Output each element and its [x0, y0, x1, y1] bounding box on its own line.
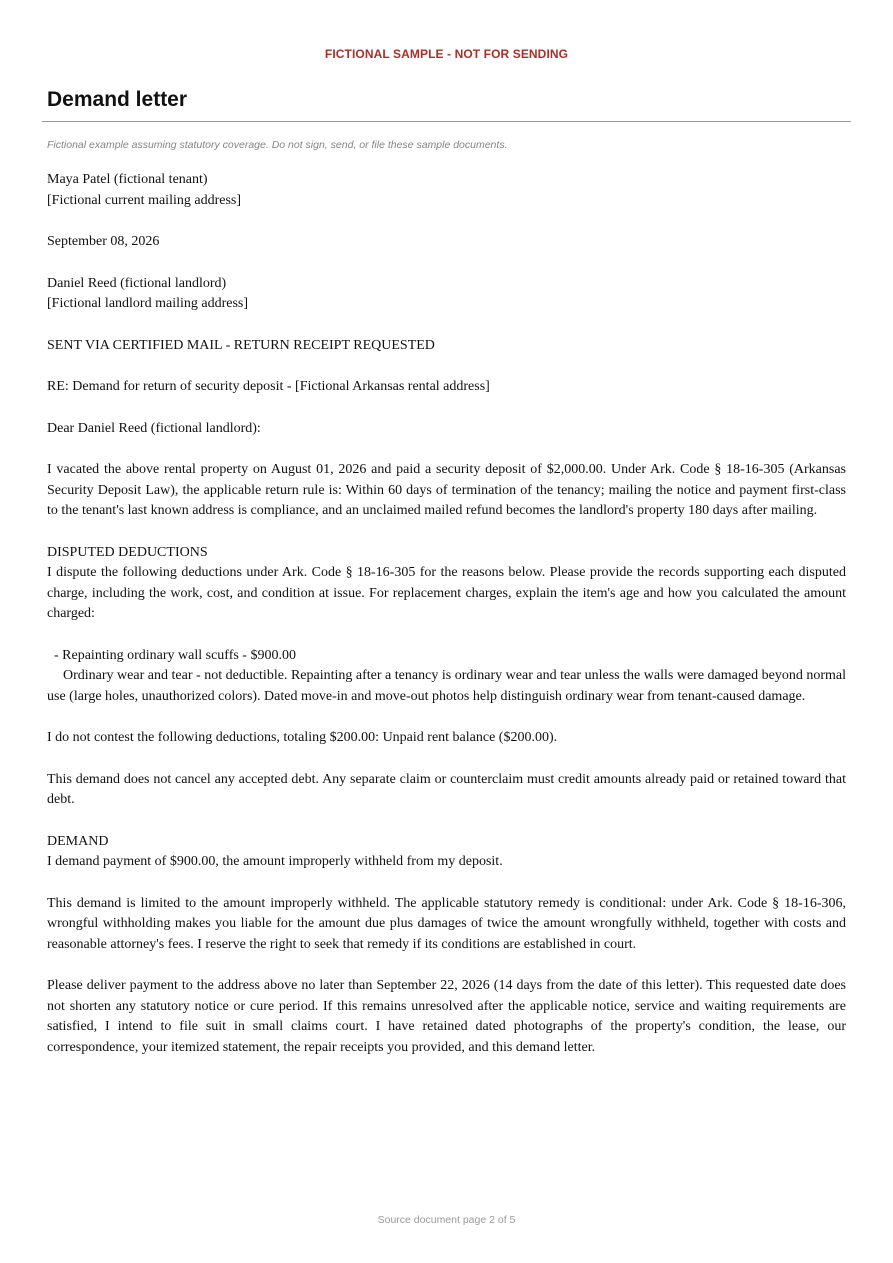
- remedy-paragraph: This demand is limited to the amount improperly withheld. The applicable statutory remedy is conditional: under Ark. Code § 18-16-306, wrongful withholding makes you liable for the amount due plus damages of twice the amount wrongfully withheld, together with costs and reasonable attorney's fees. I reserve the right to seek that remedy if its conditions are established in court.: [47, 895, 846, 952]
- recipient-block: [47, 274, 846, 315]
- page-footer: Source document page 2 of 5: [377, 1214, 516, 1226]
- letter-body: [47, 170, 846, 1079]
- demand-text: I demand payment of $900.00, the amount improperly withheld from my deposit.: [47, 854, 503, 869]
- deduction-item-explanation: Ordinary wear and tear - not deductible. Repainting after a tenancy is ordinary wear and tear unless the walls were damaged beyond normal use (large holes, unauthorized colors). Dated move-in and move-out photos help distinguish ordinary wear from tenant-caused damage.: [47, 668, 846, 704]
- demand-section: [47, 832, 846, 873]
- sender-name: Maya Patel (fictional tenant): [47, 172, 208, 187]
- deduction-item: [47, 646, 846, 708]
- demand-heading: DEMAND: [47, 833, 109, 849]
- disputed-deductions-heading: DISPUTED DEDUCTIONS: [47, 544, 208, 560]
- title-divider: [42, 121, 851, 122]
- sender-block: [47, 170, 846, 211]
- disputed-deductions-section: [47, 543, 846, 625]
- sender-address: [Fictional current mailing address]: [47, 192, 241, 208]
- deduction-item-label: - Repainting ordinary wall scuffs - $900.00: [54, 647, 296, 663]
- uncontested-deductions: I do not contest the following deductions, totaling $200.00: Unpaid rent balance ($200.00).: [47, 730, 558, 745]
- page-title: Demand letter: [47, 88, 188, 111]
- delivery-method: SENT VIA CERTIFIED MAIL - RETURN RECEIPT REQUESTED: [47, 337, 435, 353]
- deadline-paragraph: Please deliver payment to the address above no later than September 22, 2026 (14 days from the date of this letter). This requested date does not shorten any statutory notice or cure period. If this remains unresolved after the applicable notice, service and waiting requirements are satisfied, I intend to file suit in small claims court. I have retained dated photographs of the property's condition, the lease, our correspondence, your itemized statement, the repair receipts you provided, and this demand letter.: [47, 978, 846, 1055]
- disclaimer-note: Fictional example assuming statutory coverage. Do not sign, send, or file these sample documents.: [47, 139, 508, 151]
- recipient-address: [Fictional landlord mailing address]: [47, 296, 249, 311]
- credit-note: This demand does not cancel any accepted debt. Any separate claim or counterclaim must credit amounts already paid or retained toward that debt.: [47, 771, 846, 807]
- intro-paragraph: I vacated the above rental property on August 01, 2026 and paid a security deposit of $2,000.00. Under Ark. Code § 18-16-305 (Arkansas Security Deposit Law), the applicable return rule is: Within 60 days of termination of the tenancy; mailing the notice and payment first-class to the tenant's last known address is compliance, and an unclaimed mailed refund becomes the landlord's property 180 days after mailing.: [47, 462, 846, 518]
- disputed-deductions-text: I dispute the following deductions under Ark. Code § 18-16-305 for the reasons below. Please provide the records supporting each disputed charge, including the work, cost, and condition at issue. For replacement charges, explain the item's age and how you calculated the amount charged:: [47, 565, 846, 621]
- re-line: RE: Demand for return of security deposit - [Fictional Arkansas rental address]: [47, 379, 490, 394]
- recipient-name: Daniel Reed (fictional landlord): [47, 275, 227, 291]
- sample-warning-banner: FICTIONAL SAMPLE - NOT FOR SENDING: [324, 47, 569, 61]
- letter-date: September 08, 2026: [47, 234, 160, 249]
- salutation: Dear Daniel Reed (fictional landlord):: [47, 420, 261, 436]
